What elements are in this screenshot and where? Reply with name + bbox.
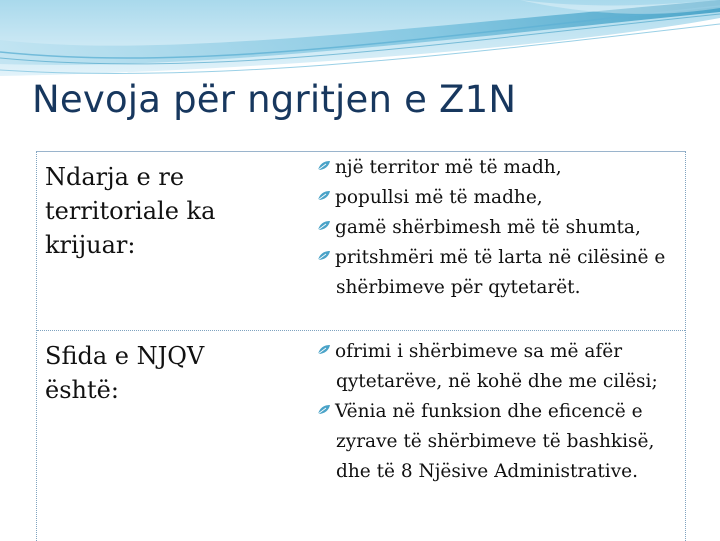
leaf-bullet-icon	[317, 344, 331, 356]
list-item-text: ofrimi i shërbimeve sa më afër qytetarëve, në kohë dhe me cilësi;	[335, 341, 658, 392]
row-divider	[37, 330, 685, 331]
leaf-bullet-icon	[317, 404, 331, 416]
list-item-text: një territor më të madh,	[335, 157, 562, 178]
row-2-label: Sfida e NJQV është:	[45, 342, 205, 404]
list-item-text: Vënia në funksion dhe eficencë e zyrave të shërbimeve të bashkisë, dhe të 8 Njësive Administrative.	[335, 401, 655, 482]
slide-title: Nevoja për ngritjen e Z1N	[32, 78, 517, 121]
row-2-bullet-list	[317, 337, 687, 487]
content-table	[36, 151, 686, 541]
leaf-bullet-icon	[317, 160, 331, 172]
list-item-text: gamë shërbimesh më të shumta,	[335, 217, 641, 238]
list-item	[317, 397, 687, 487]
row-1-bullet-list	[317, 153, 687, 303]
list-item	[317, 243, 687, 303]
list-item	[317, 153, 687, 183]
row-1-label: Ndarja e re territoriale ka krijuar:	[45, 163, 216, 259]
list-item	[317, 337, 687, 397]
leaf-bullet-icon	[317, 190, 331, 202]
leaf-bullet-icon	[317, 220, 331, 232]
list-item-text: pritshmëri më të larta në cilësinë e shërbimeve për qytetarët.	[335, 247, 666, 298]
leaf-bullet-icon	[317, 250, 331, 262]
list-item	[317, 213, 687, 243]
list-item-text: popullsi më të madhe,	[335, 187, 543, 208]
list-item	[317, 183, 687, 213]
header-wave-banner	[0, 0, 720, 80]
